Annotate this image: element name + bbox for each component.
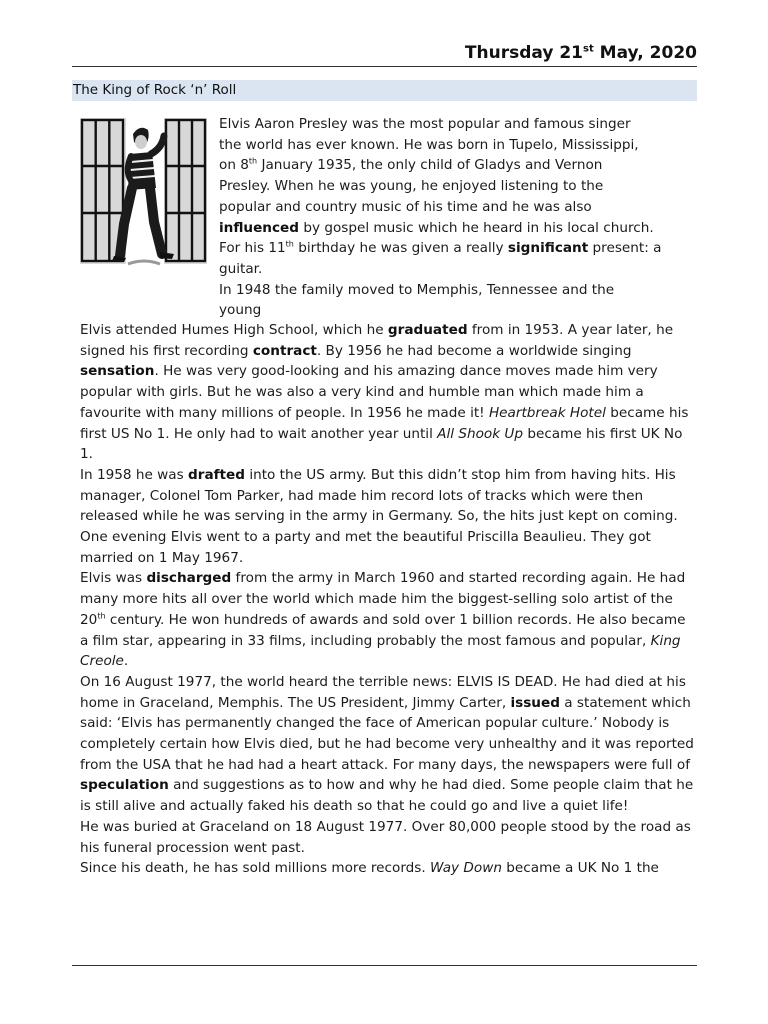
body-paragraph-funeral: He was buried at Graceland on 18 August 1977. Over 80,000 people stood by the road as his funeral procession went past. (80, 818, 691, 856)
intro-line: Elvis Aaron Presley was the most popular and famous singer (219, 116, 631, 132)
intro-line: influenced by gospel music which he heard in his local church. (219, 219, 654, 236)
body-paragraph-early-career: Elvis attended Humes High School, which he graduated from in 1953. A year later, he signed his first recording contract. By 1956 he had become a worldwide singing sensation. He was very good-looking and his amazing dance moves made him very popular with girls. But he was also a very kind and humble man which made him a favourite with many millions of people. In 1956 he made it! Heartbreak Hotel became his first US No 1. He only had to wait another year until All Shook Up became his first UK No 1. (80, 322, 689, 463)
body-paragraph-legacy: Since his death, he has sold millions more records. Way Down became a UK No 1 the (80, 860, 659, 877)
date-day: Thursday 21 (464, 43, 584, 63)
elvis-dancing-image (80, 116, 207, 268)
intro-line: guitar. (219, 260, 263, 277)
body-paragraph-death: On 16 August 1977, the world heard the terrible news: ELVIS IS DEAD. He had died at his home in Graceland, Memphis. The US President, Jimmy Carter, issued a statement which said: ‘Elvis has permanently changed the face of American popular culture.’ Nobody is completely certain how Elvis died, but he had become very unhealthy and it was reported from the USA that he had had a heart attack. For many days, the newspapers were full of speculation and suggestions as to how and why he had died. Some people claim that he is still alive and actually faked his death so that he could go and live a quiet life! (80, 673, 694, 815)
footer-rule (72, 965, 697, 966)
section-title: The King of Rock ‘n’ Roll (73, 82, 237, 98)
document-date (72, 40, 697, 67)
intro-line: For his 11th birthday he was given a really significant present: a (219, 239, 662, 257)
intro-line: In 1948 the family moved to Memphis, Tennessee and the (219, 281, 615, 298)
intro-line: Presley. When he was young, he enjoyed listening to the (219, 178, 604, 195)
date-ordinal: st (583, 43, 594, 55)
intro-line: on 8th January 1935, the only child of Gladys and Vernon (219, 156, 603, 174)
article-body (80, 320, 694, 879)
elvis-photo (80, 116, 207, 268)
intro-line: young (219, 302, 262, 319)
body-paragraph-army: In 1958 he was drafted into the US army. But this didn’t stop him from having hits. His manager, Colonel Tom Parker, had made him record lots of tracks which were then released while he was serving in the army in Germany. So, the hits just kept on coming. One evening Elvis went to a party and met the beautiful Priscilla Beaulieu. They got married on 1 May 1967. (80, 466, 678, 566)
body-paragraph-discharge: Elvis was discharged from the army in March 1960 and started recording again. He had many more hits all over the world which made him the biggest-selling solo artist of the 20th century. He won hundreds of awards and sold over 1 billion records. He also became a film star, appearing in 33 films, including probably the most famous and popular, King Creole. (80, 570, 686, 670)
intro-line: popular and country music of his time and he was also (219, 198, 592, 215)
intro-paragraph (219, 114, 689, 321)
intro-line: the world has ever known. He was born in Tupelo, Mississippi, (219, 136, 639, 153)
date-month-year: May, 2020 (593, 43, 697, 63)
section-header (72, 80, 697, 101)
